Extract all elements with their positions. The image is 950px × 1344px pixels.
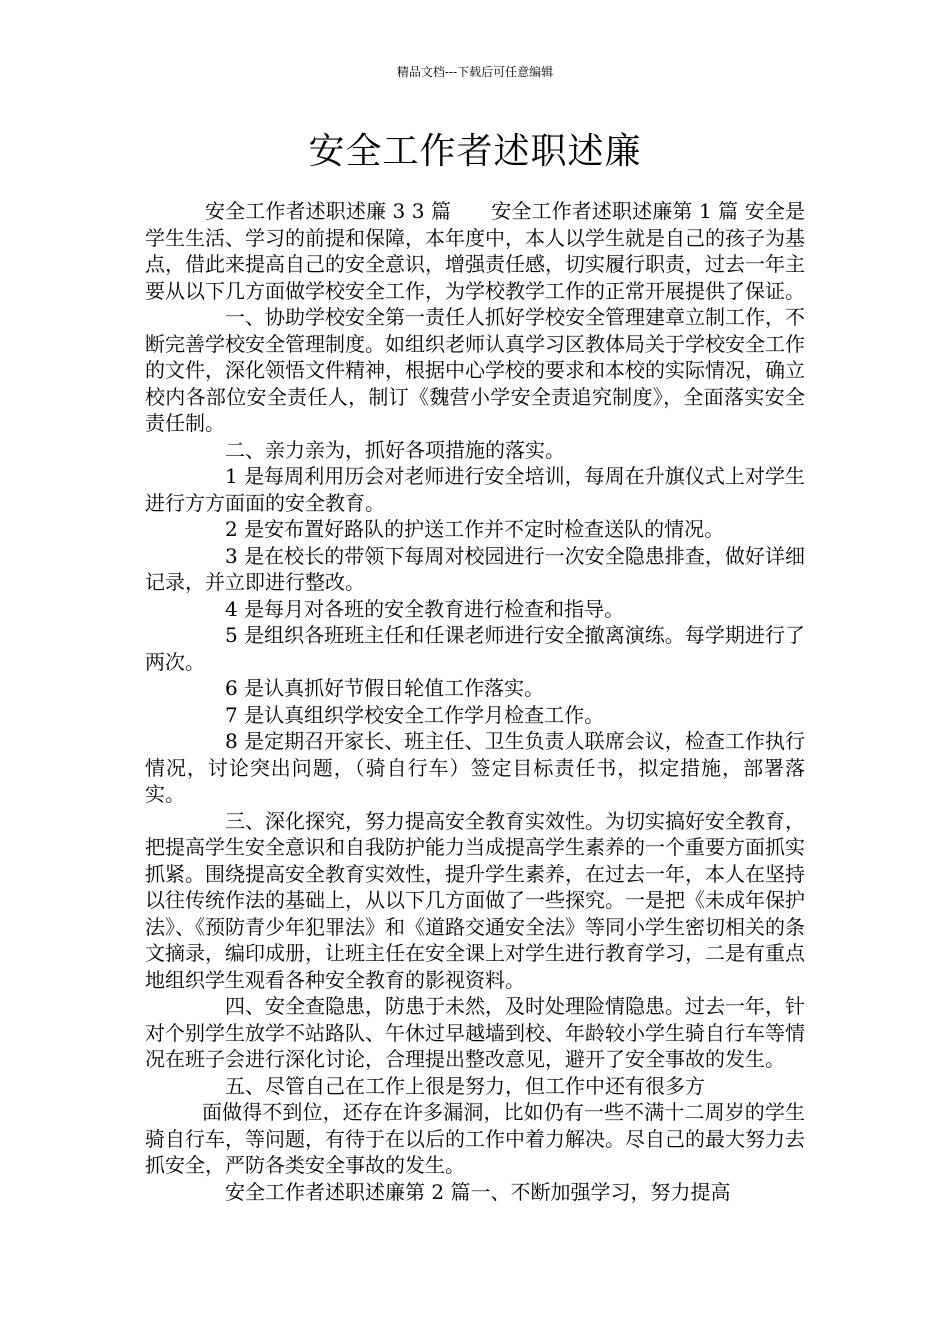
page-header: 精品文档---下载后可任意编辑	[396, 65, 554, 79]
paragraph: 8 是定期召开家长、班主任、卫生负责人联席会议，检查工作执行情况，讨论突出问题，（骑自行车）签定目标责任书，拟定措施，部署落实。	[145, 729, 805, 806]
paragraph: 四、安全查隐患，防患于未然，及时处理险情隐患。过去一年，针对个别学生放学不站路队、午休过早越墙到校、年龄较小学生骑自行车等情况在班子会进行深化讨论，合理提出整改意见，避开了安全事故的发生。	[145, 994, 805, 1071]
paragraph: 5 是组织各班班主任和任课老师进行安全撤离演练。每学期进行了两次。	[145, 623, 805, 674]
paragraph: 安全工作者述职述廉 3 3 篇 安全工作者述职述廉第 1 篇 安全是学生生活、学习的前提和保障，本年度中，本人以学生就是自己的孩子为基点，借此来提高自己的安全意识，增强责任感，切实履行职责，过去一年主要从以下几方面做学校安全工作，为学校教学工作的正常开展提供了保证。	[145, 199, 805, 303]
paragraph: 二、亲力亲为，抓好各项措施的落实。	[225, 437, 565, 462]
paragraph: 面做得不到位，还存在许多漏洞，比如仍有一些不满十二周岁的学生骑自行车，等问题，有待于在以后的工作中着力解决。尽自己的最大努力去抓安全，严防各类安全事故的发生。	[145, 1100, 805, 1177]
paragraph: 7 是认真组织学校安全工作学月检查工作。	[225, 702, 605, 727]
paragraph: 五、尽管自己在工作上很是努力，但工作中还有很多方	[225, 1073, 705, 1098]
paragraph: 一、协助学校安全第一责任人抓好学校安全管理建章立制工作，不断完善学校安全管理制度。如组织老师认真学习区教体局关于学校安全工作的文件，深化领悟文件精神，根据中心学校的要求和本校的实际情况，确立校内各部位安全责任人，制订《魏营小学安全责追究制度》，全面落实安全责任制。	[145, 305, 805, 435]
paragraph: 3 是在校长的带领下每周对校园进行一次安全隐患排查，做好详细记录，并立即进行整改。	[145, 543, 805, 594]
paragraph: 6 是认真抓好节假日轮值工作落实。	[225, 676, 545, 700]
paragraph: 1 是每周利用历会对老师进行安全培训，每周在升旗仪式上对学生进行方方面面的安全教育。	[145, 464, 805, 515]
paragraph: 4 是每月对各班的安全教育进行检查和指导。	[225, 596, 625, 621]
document-body	[145, 198, 805, 1205]
paragraph: 安全工作者述职述廉第 2 篇一、不断加强学习，努力提高	[225, 1179, 731, 1204]
paragraph: 2 是安布置好路队的护送工作并不定时检查送队的情况。	[225, 517, 725, 541]
document-title: 安全工作者述职述廉	[308, 131, 642, 172]
paragraph: 三、深化探究，努力提高安全教育实效性。为切实搞好安全教育，把提高学生安全意识和自我防护能力当成提高学生素养的一个重要方面抓实抓紧。围绕提高安全教育实效性，提升学生素养，在过去一年，本人在坚持以往传统作法的基础上，从以下几方面做了一些探究。一是把《未成年保护法》、《预防青少年犯罪法》和《道路交通安全法》等同小学生密切相关的条文摘录，编印成册，让班主任在安全课上对学生进行教育学习，二是有重点地组织学生观看各种安全教育的影视资料。	[145, 808, 805, 992]
